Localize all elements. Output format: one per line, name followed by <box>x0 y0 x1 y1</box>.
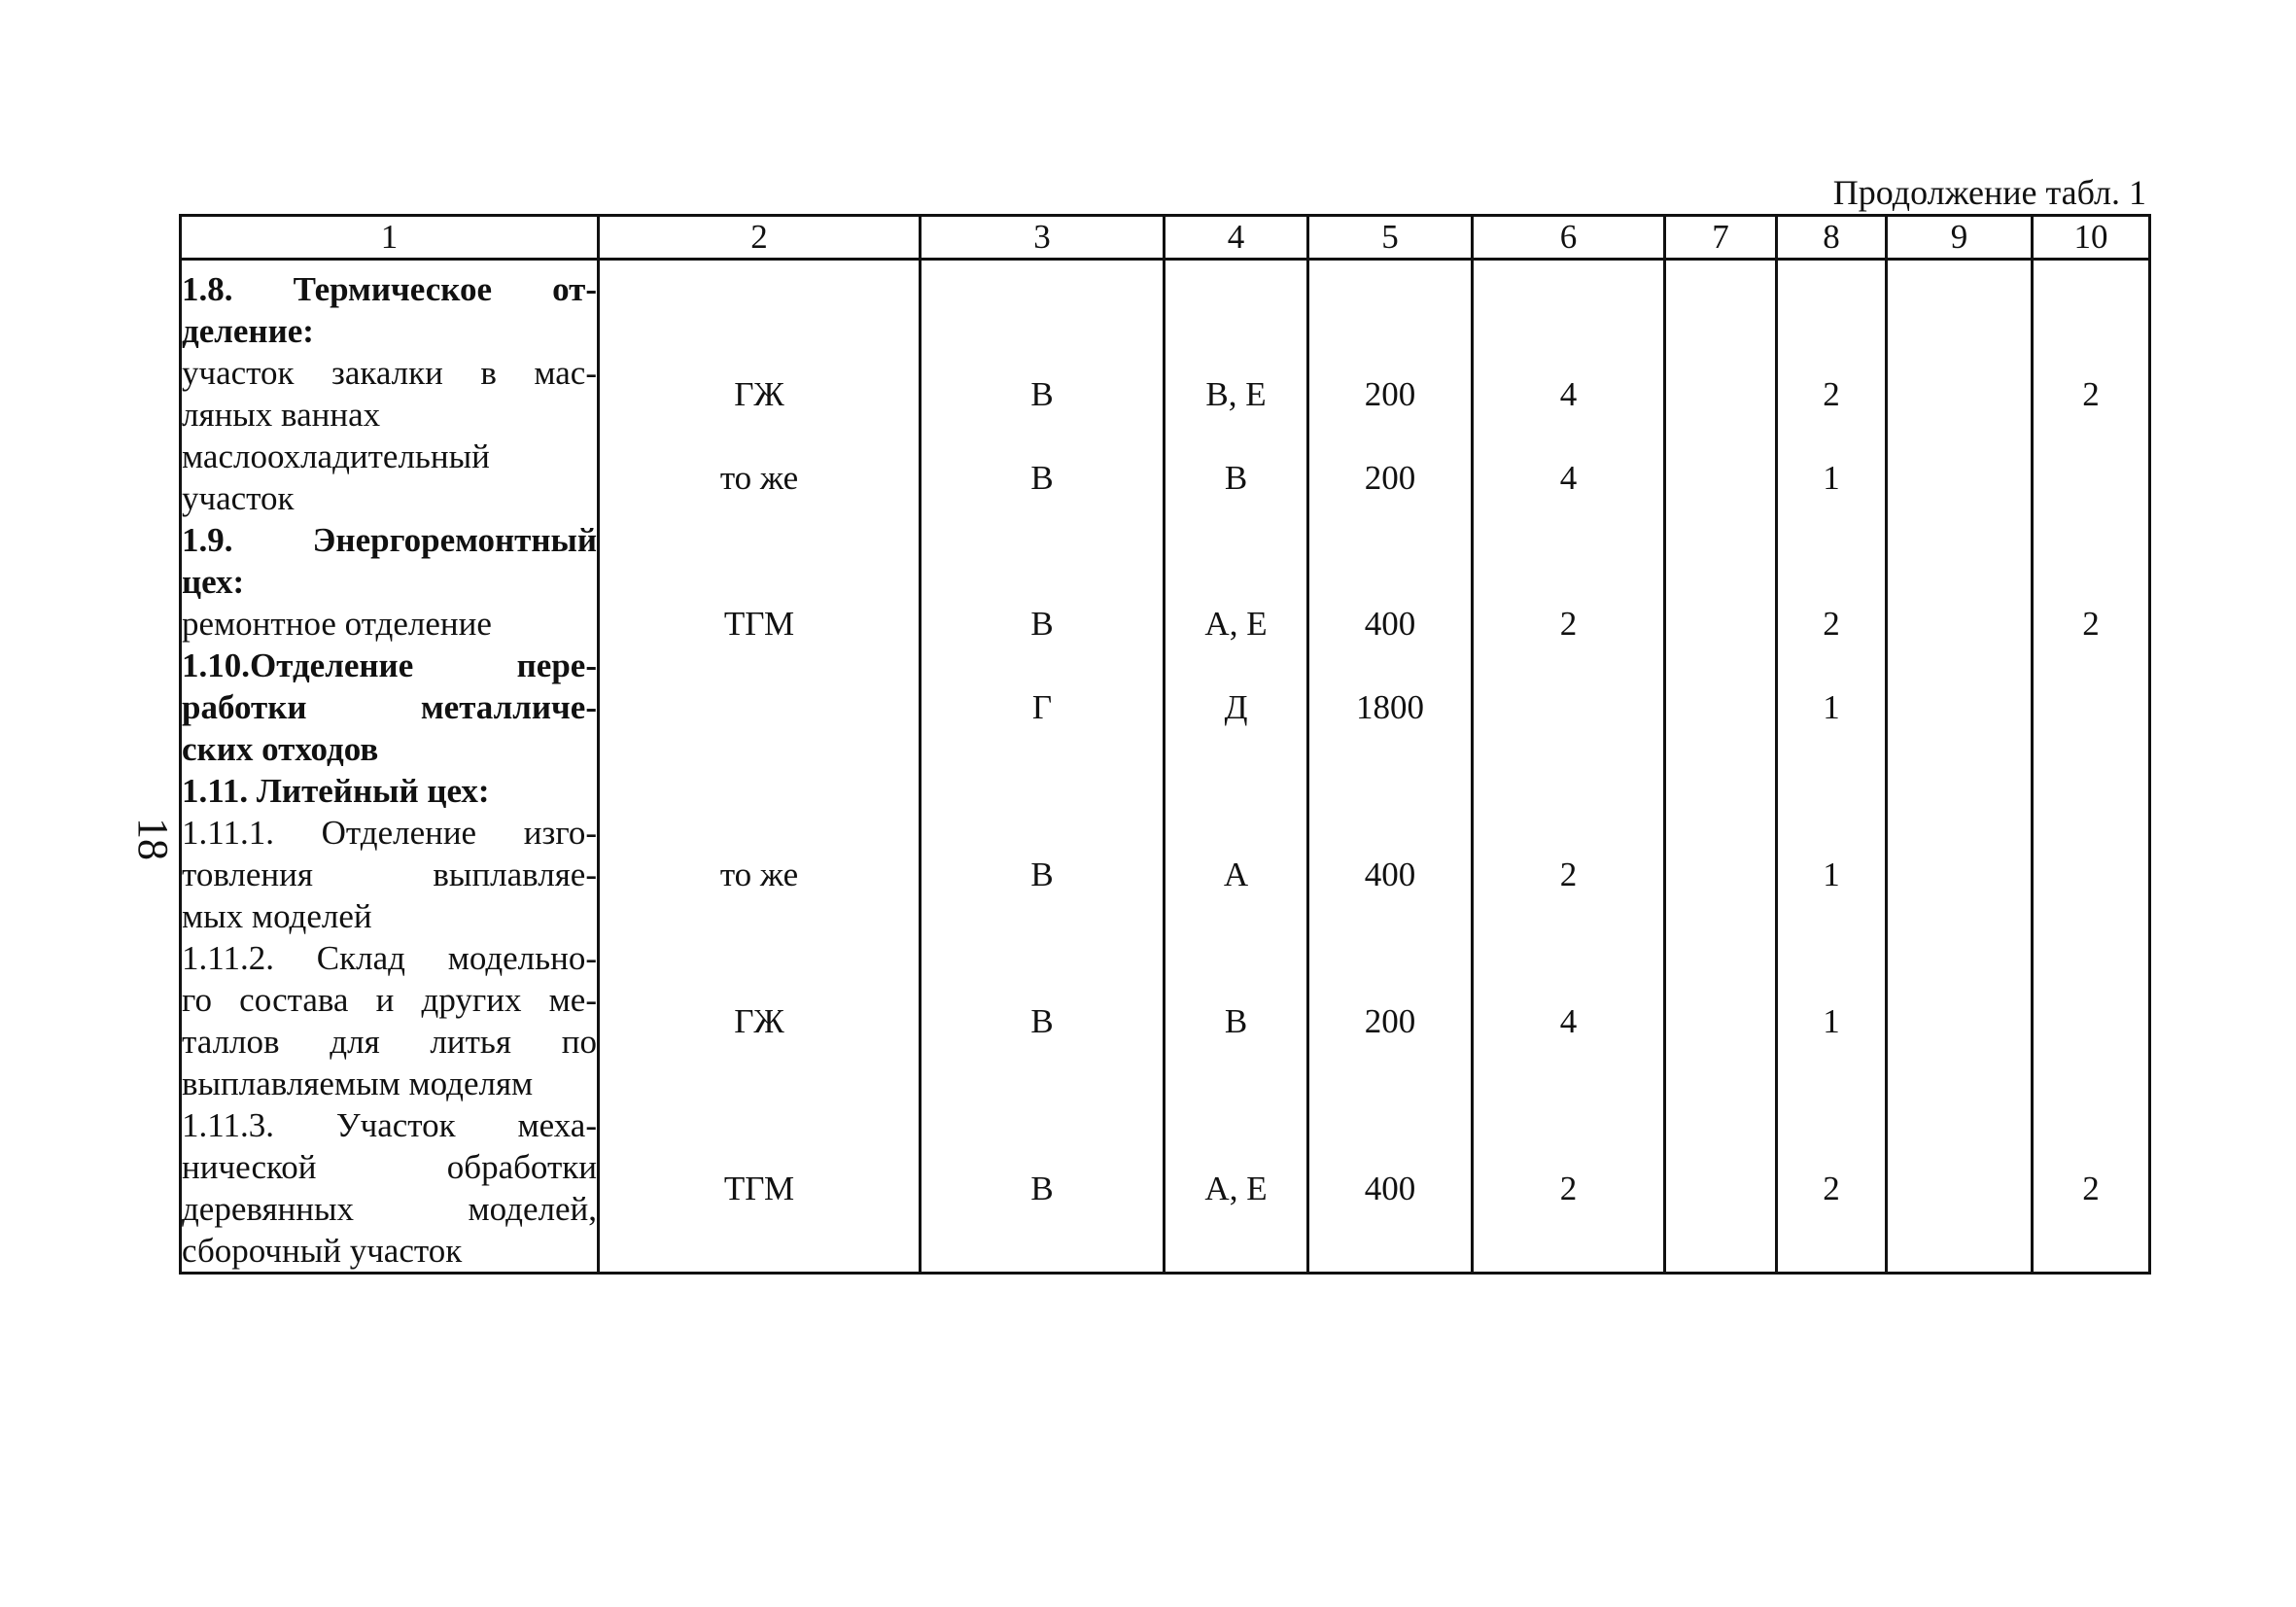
value-cell-col-6: 2 <box>1473 812 1665 937</box>
table-caption: Продолжение табл. 1 <box>1832 173 2146 212</box>
row-name-line: деревянных моделей, <box>182 1190 597 1228</box>
row-name-cell <box>181 812 599 937</box>
table-row <box>181 352 2150 436</box>
column-header: 10 <box>2033 216 2150 260</box>
value-cell-col-9 <box>1887 603 2033 645</box>
row-name-line: выплавляемым моделям <box>182 1065 534 1102</box>
value-cell-col-9 <box>1887 519 2033 603</box>
row-name-line: 1.11.2. Склад модельно- <box>182 939 597 977</box>
value-cell-col-7 <box>1665 603 1777 645</box>
value-cell-col-10: 2 <box>2033 603 2150 645</box>
table-row <box>181 260 2150 353</box>
row-name-line: 1.11. Литейный цех: <box>182 772 490 810</box>
value-cell-col-5: 400 <box>1308 812 1473 937</box>
page-number: 18 <box>129 818 177 860</box>
value-cell-col-6 <box>1473 519 1665 603</box>
value-cell-col-10: 2 <box>2033 352 2150 436</box>
value-cell-col-5: 200 <box>1308 436 1473 519</box>
row-name-cell <box>181 1104 599 1274</box>
value-cell-col-9 <box>1887 770 2033 812</box>
header-row <box>181 216 2150 260</box>
value-cell-col-7 <box>1665 645 1777 770</box>
value-cell-col-10 <box>2033 645 2150 770</box>
row-name-line: участок закалки в мас- <box>182 354 597 392</box>
column-header: 8 <box>1777 216 1887 260</box>
table-row <box>181 603 2150 645</box>
column-header: 6 <box>1473 216 1665 260</box>
value-cell-col-9 <box>1887 645 2033 770</box>
value-cell-col-4: А, Е <box>1165 1104 1308 1274</box>
row-name-line: деление: <box>182 312 314 350</box>
table-body <box>181 260 2150 1274</box>
value-cell-col-9 <box>1887 436 2033 519</box>
row-name-cell <box>181 436 599 519</box>
value-cell-col-7 <box>1665 937 1777 1104</box>
column-header: 1 <box>181 216 599 260</box>
value-cell-col-3: В <box>921 352 1165 436</box>
row-name-cell <box>181 645 599 770</box>
value-cell-col-9 <box>1887 812 2033 937</box>
column-header: 2 <box>599 216 921 260</box>
value-cell-col-4: А <box>1165 812 1308 937</box>
value-cell-col-3: Г <box>921 645 1165 770</box>
row-name-line: 1.9. Энергоремонтный <box>182 521 597 559</box>
row-name-line: ских отходов <box>182 730 379 768</box>
value-cell-col-4: А, Е <box>1165 603 1308 645</box>
value-cell-col-5: 200 <box>1308 352 1473 436</box>
value-cell-col-2: то же <box>599 436 921 519</box>
value-cell-col-7 <box>1665 436 1777 519</box>
value-cell-col-7 <box>1665 812 1777 937</box>
value-cell-col-2 <box>599 770 921 812</box>
value-cell-col-3: В <box>921 937 1165 1104</box>
value-cell-col-2: ГЖ <box>599 937 921 1104</box>
value-cell-col-8: 1 <box>1777 812 1887 937</box>
value-cell-col-10 <box>2033 812 2150 937</box>
value-cell-col-3: В <box>921 812 1165 937</box>
row-name-line: участок <box>182 479 295 517</box>
table-row <box>181 812 2150 937</box>
value-cell-col-7 <box>1665 770 1777 812</box>
row-name-line: маслоохладительный <box>182 437 490 475</box>
value-cell-col-5: 400 <box>1308 603 1473 645</box>
value-cell-col-6: 2 <box>1473 1104 1665 1274</box>
value-cell-col-4: В, Е <box>1165 352 1308 436</box>
value-cell-col-4 <box>1165 519 1308 603</box>
value-cell-col-9 <box>1887 1104 2033 1274</box>
row-name-cell <box>181 352 599 436</box>
value-cell-col-10 <box>2033 436 2150 519</box>
row-name-line: таллов для литья по <box>182 1023 597 1061</box>
value-cell-col-8: 1 <box>1777 645 1887 770</box>
value-cell-col-4: В <box>1165 937 1308 1104</box>
row-name-cell <box>181 260 599 353</box>
value-cell-col-6: 4 <box>1473 937 1665 1104</box>
value-cell-col-3 <box>921 519 1165 603</box>
value-cell-col-10: 2 <box>2033 1104 2150 1274</box>
value-cell-col-8 <box>1777 770 1887 812</box>
row-name-cell <box>181 519 599 603</box>
value-cell-col-5 <box>1308 770 1473 812</box>
value-cell-col-6: 4 <box>1473 352 1665 436</box>
row-name-line: работки металличе- <box>182 688 597 726</box>
row-name-line: ляных ваннах <box>182 396 381 434</box>
value-cell-col-8: 2 <box>1777 1104 1887 1274</box>
value-cell-col-7 <box>1665 1104 1777 1274</box>
column-header: 4 <box>1165 216 1308 260</box>
row-name-line: го состава и других ме- <box>182 981 597 1019</box>
value-cell-col-4 <box>1165 260 1308 353</box>
value-cell-col-8: 1 <box>1777 937 1887 1104</box>
row-name-cell <box>181 770 599 812</box>
value-cell-col-10 <box>2033 937 2150 1104</box>
row-name-line: ремонтное отделение <box>182 605 492 643</box>
column-header: 9 <box>1887 216 2033 260</box>
value-cell-col-8: 1 <box>1777 436 1887 519</box>
value-cell-col-9 <box>1887 937 2033 1104</box>
value-cell-col-2: ТГМ <box>599 1104 921 1274</box>
value-cell-col-6 <box>1473 260 1665 353</box>
value-cell-col-2 <box>599 645 921 770</box>
value-cell-col-6: 4 <box>1473 436 1665 519</box>
value-cell-col-3: В <box>921 603 1165 645</box>
value-cell-col-4: В <box>1165 436 1308 519</box>
value-cell-col-5 <box>1308 260 1473 353</box>
value-cell-col-2 <box>599 260 921 353</box>
value-cell-col-10 <box>2033 519 2150 603</box>
table-row <box>181 645 2150 770</box>
row-name-line: 1.10.Отделение пере- <box>182 646 597 684</box>
row-name-line: товления выплавляе- <box>182 856 597 893</box>
value-cell-col-8 <box>1777 260 1887 353</box>
value-cell-col-10 <box>2033 260 2150 353</box>
value-cell-col-8: 2 <box>1777 352 1887 436</box>
value-cell-col-8 <box>1777 519 1887 603</box>
value-cell-col-5: 1800 <box>1308 645 1473 770</box>
value-cell-col-6: 2 <box>1473 603 1665 645</box>
value-cell-col-2: ГЖ <box>599 352 921 436</box>
column-header: 5 <box>1308 216 1473 260</box>
column-header: 3 <box>921 216 1165 260</box>
data-table <box>179 214 2151 1275</box>
value-cell-col-4: Д <box>1165 645 1308 770</box>
value-cell-col-6 <box>1473 645 1665 770</box>
value-cell-col-3 <box>921 770 1165 812</box>
value-cell-col-9 <box>1887 352 2033 436</box>
row-name-line: мых моделей <box>182 897 372 935</box>
row-name-line: 1.11.1. Отделение изго- <box>182 814 597 852</box>
row-name-cell <box>181 603 599 645</box>
column-header: 7 <box>1665 216 1777 260</box>
value-cell-col-9 <box>1887 260 2033 353</box>
value-cell-col-3 <box>921 260 1165 353</box>
value-cell-col-2 <box>599 519 921 603</box>
value-cell-col-2: то же <box>599 812 921 937</box>
row-name-line: цех: <box>182 563 245 601</box>
table-row <box>181 770 2150 812</box>
value-cell-col-8: 2 <box>1777 603 1887 645</box>
value-cell-col-10 <box>2033 770 2150 812</box>
row-name-line: сборочный участок <box>182 1232 463 1270</box>
value-cell-col-7 <box>1665 260 1777 353</box>
table-row <box>181 1104 2150 1274</box>
table-row <box>181 519 2150 603</box>
value-cell-col-3: В <box>921 436 1165 519</box>
value-cell-col-6 <box>1473 770 1665 812</box>
row-name-line: нической обработки <box>182 1148 597 1186</box>
table-row <box>181 436 2150 519</box>
table-row <box>181 937 2150 1104</box>
value-cell-col-5: 400 <box>1308 1104 1473 1274</box>
row-name-line: 1.11.3. Участок меха- <box>182 1106 597 1144</box>
row-name-cell <box>181 937 599 1104</box>
value-cell-col-7 <box>1665 352 1777 436</box>
value-cell-col-5: 200 <box>1308 937 1473 1104</box>
row-name-line: 1.8. Термическое от- <box>182 270 597 308</box>
value-cell-col-4 <box>1165 770 1308 812</box>
value-cell-col-7 <box>1665 519 1777 603</box>
value-cell-col-2: ТГМ <box>599 603 921 645</box>
value-cell-col-3: В <box>921 1104 1165 1274</box>
value-cell-col-5 <box>1308 519 1473 603</box>
